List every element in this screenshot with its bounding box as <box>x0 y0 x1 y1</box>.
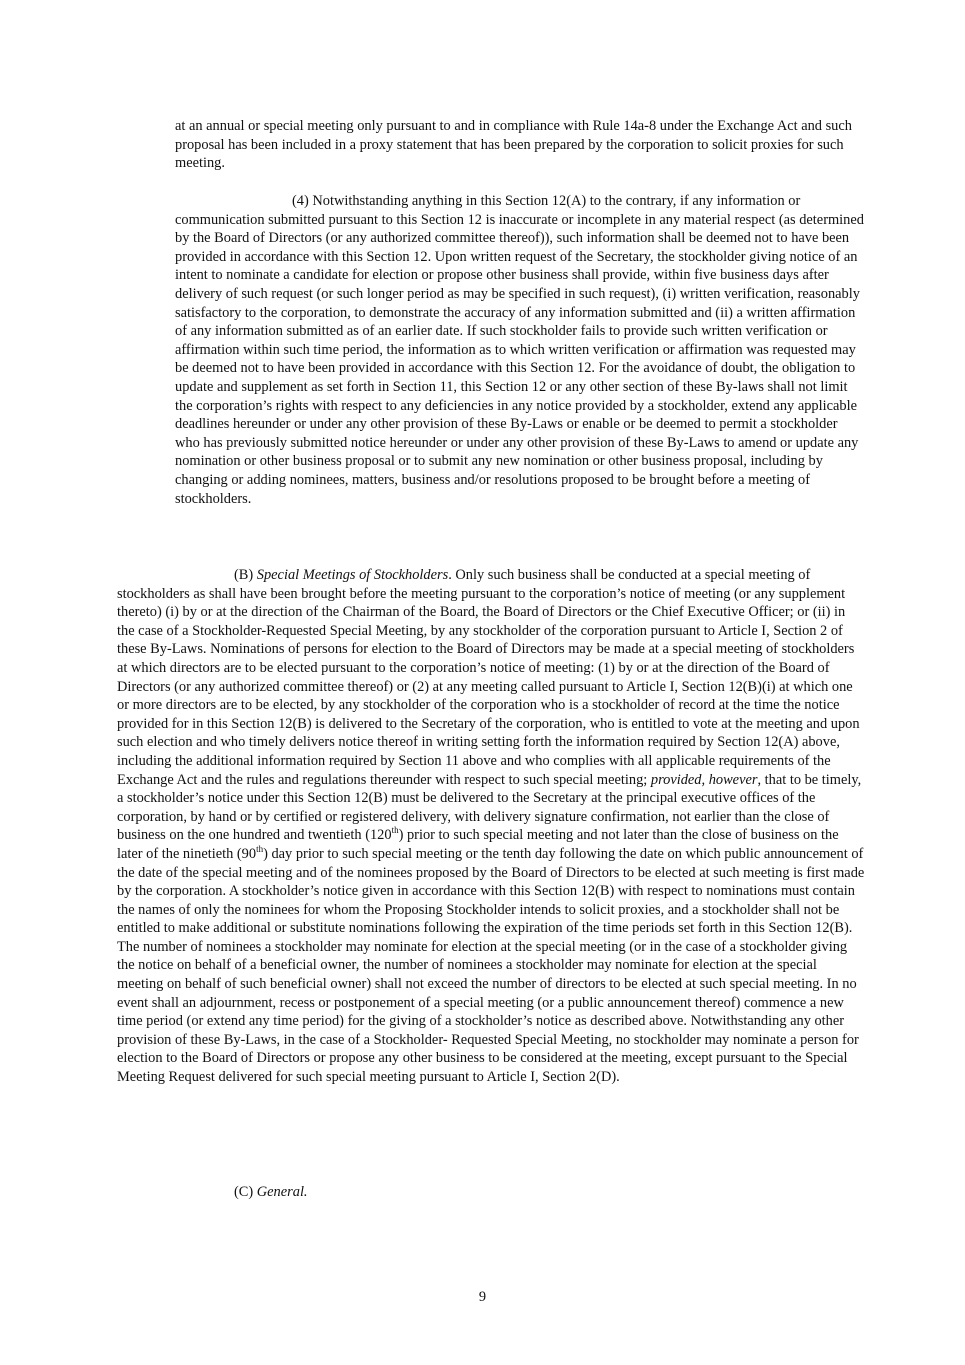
section-label: (B) <box>234 567 257 583</box>
proviso-text: provided, however <box>650 771 758 788</box>
section-label: (C) <box>234 1184 257 1200</box>
paragraph-section-12c <box>117 1183 865 1202</box>
ordinal-superscript: th <box>256 844 264 855</box>
page-number: 9 <box>478 1289 487 1305</box>
paragraph-text: . Only such business shall be conducted at a special meeting of stockholders as shall have been brought before the meeting pursuant to the corporation’s notice of meeting (or any supplement thereto) (i) by or at the direction of the Chairman of the Board, the Board of Directors or the Chief Executive Officer; or (ii) in the case of a Stockholder-Requested Special Meeting, by any stockholder of the corporation pursuant to Article I, Section 2 of these By-Laws. Nominations of persons for election to the Board of Directors may be made at a special meeting of stockholders at which directors are to be elected pursuant to the corporation’s notice of meeting: (1) by or at the direction of the Board of Directors (or any authorized committee thereof) or (2) at any meeting called pursuant to Article I, Section 12(B)(i) at which one or more directors are to be elected, by any stockholder of the corporation who is a stockholder of record at the time the notice provided for in this Section 12(B) is delivered to the Secretary of the corporation, who is entitled to vote at the meeting and upon such election and who timely delivers notice thereof in writing setting forth the information required by Section 12(A) above, including the additional information required by Section 11 above and who complies with all applicable requirements of the Exchange Act and the rules and regulations thereunder with respect to such special meeting; <box>117 567 860 788</box>
paragraph-text: , that to be timely, a stockholder’s notice under this Section 12(B) must be delivered to the Secretary at the principal executive offices of the corporation, by hand or by certified or registered delivery, with delivery signature confirmation, not earlier than the close of business on the one hundred and twentieth (120 <box>117 771 862 844</box>
section-heading: Special Meetings of Stockholders <box>256 567 449 583</box>
paragraph-continuation: at an annual or special meeting only pursuant to and in compliance with Rule 14a-8 under the Exchange Act and such proposal has been included in a proxy statement that has been prepared by the corporation to solicit proxies for such meeting. <box>175 118 852 172</box>
paragraph-section-12a-4: (4) Notwithstanding anything in this Section 12(A) to the contrary, if any information or communication submitted pursuant to this Section 12 is inaccurate or incomplete in any material respect (as determined by the Board of Directors (or any authorized committee thereof)), such information shall be deemed not to have been provided in accordance with this Section 12. Upon written request of the Secretary, the stockholder giving notice of an intent to nominate a candidate for election or propose other business shall provide, within five business days after delivery of such request (or such longer period as may be specified in such request), (i) written verification, reasonably satisfactory to the corporation, to demonstrate the accuracy of any information submitted and (ii) a written affirmation of any information submitted as of an earlier date. If such stockholder fails to provide such written verification or affirmation within such time period, the information as to which written verification or affirmation was requested may be deemed not to have been provided in accordance with this Section 12. For the avoidance of doubt, the obligation to update and supplement as set forth in Section 11, this Section 12 or any other section of these By-laws shall not limit the corporation’s rights with respect to any deficiencies in any notice provided by a stockholder, extend any applicable deadlines hereunder or under any other provision of these By-Laws or enable or be deemed to permit a stockholder who has previously submitted notice hereunder or under any other provision of these By-Laws to amend or update any nomination or other business proposal or to submit any new nomination or other business proposal, including by changing or adding nominees, matters, business and/or resolutions proposed to be brought before a meeting of stockholders. <box>175 193 864 507</box>
paragraph-section-12b <box>117 566 865 1087</box>
section-heading: General. <box>256 1184 308 1200</box>
paragraph-text: ) prior to such special meeting and not later than the close of business on the later of the ninetieth (90 <box>117 827 839 862</box>
ordinal-superscript: th <box>391 825 399 836</box>
paragraph-text: ) day prior to such special meeting or the tenth day following the date on which public announcement of the date of the special meeting and of the nominees proposed by the Board of Directors to be elected at such meeting is first made by the corporation. A stockholder’s notice given in accordance with this Section 12(B) with respect to nominations must contain the names of only the nominees for whom the Proposing Stockholder intends to solicit proxies, and a stockholder shall not be entitled to make additional or substitute nominations following the expiration of the time periods set forth in this Section 12(B). The number of nominees a stockholder may nominate for election at the special meeting (or in the case of a stockholder giving the notice on behalf of a beneficial owner, the number of nominees a stockholder may nominate for election at the special meeting on behalf of such beneficial owner) shall not exceed the number of directors to be elected at such special meeting. In no event shall an adjournment, recess or postponement of a special meeting (or a public announcement thereof) commence a new time period (or extend any time period) for the giving of a stockholder’s notice as described above. Notwithstanding any other provision of these By-Laws, in the case of a Stockholder- Requested Special Meeting, no stockholder may nominate a person for election to the Board of Directors or propose any other business to be considered at the meeting, except pursuant to the Special Meeting Request delivered for such special meeting pursuant to Article I, Section 2(D). <box>117 845 865 1086</box>
